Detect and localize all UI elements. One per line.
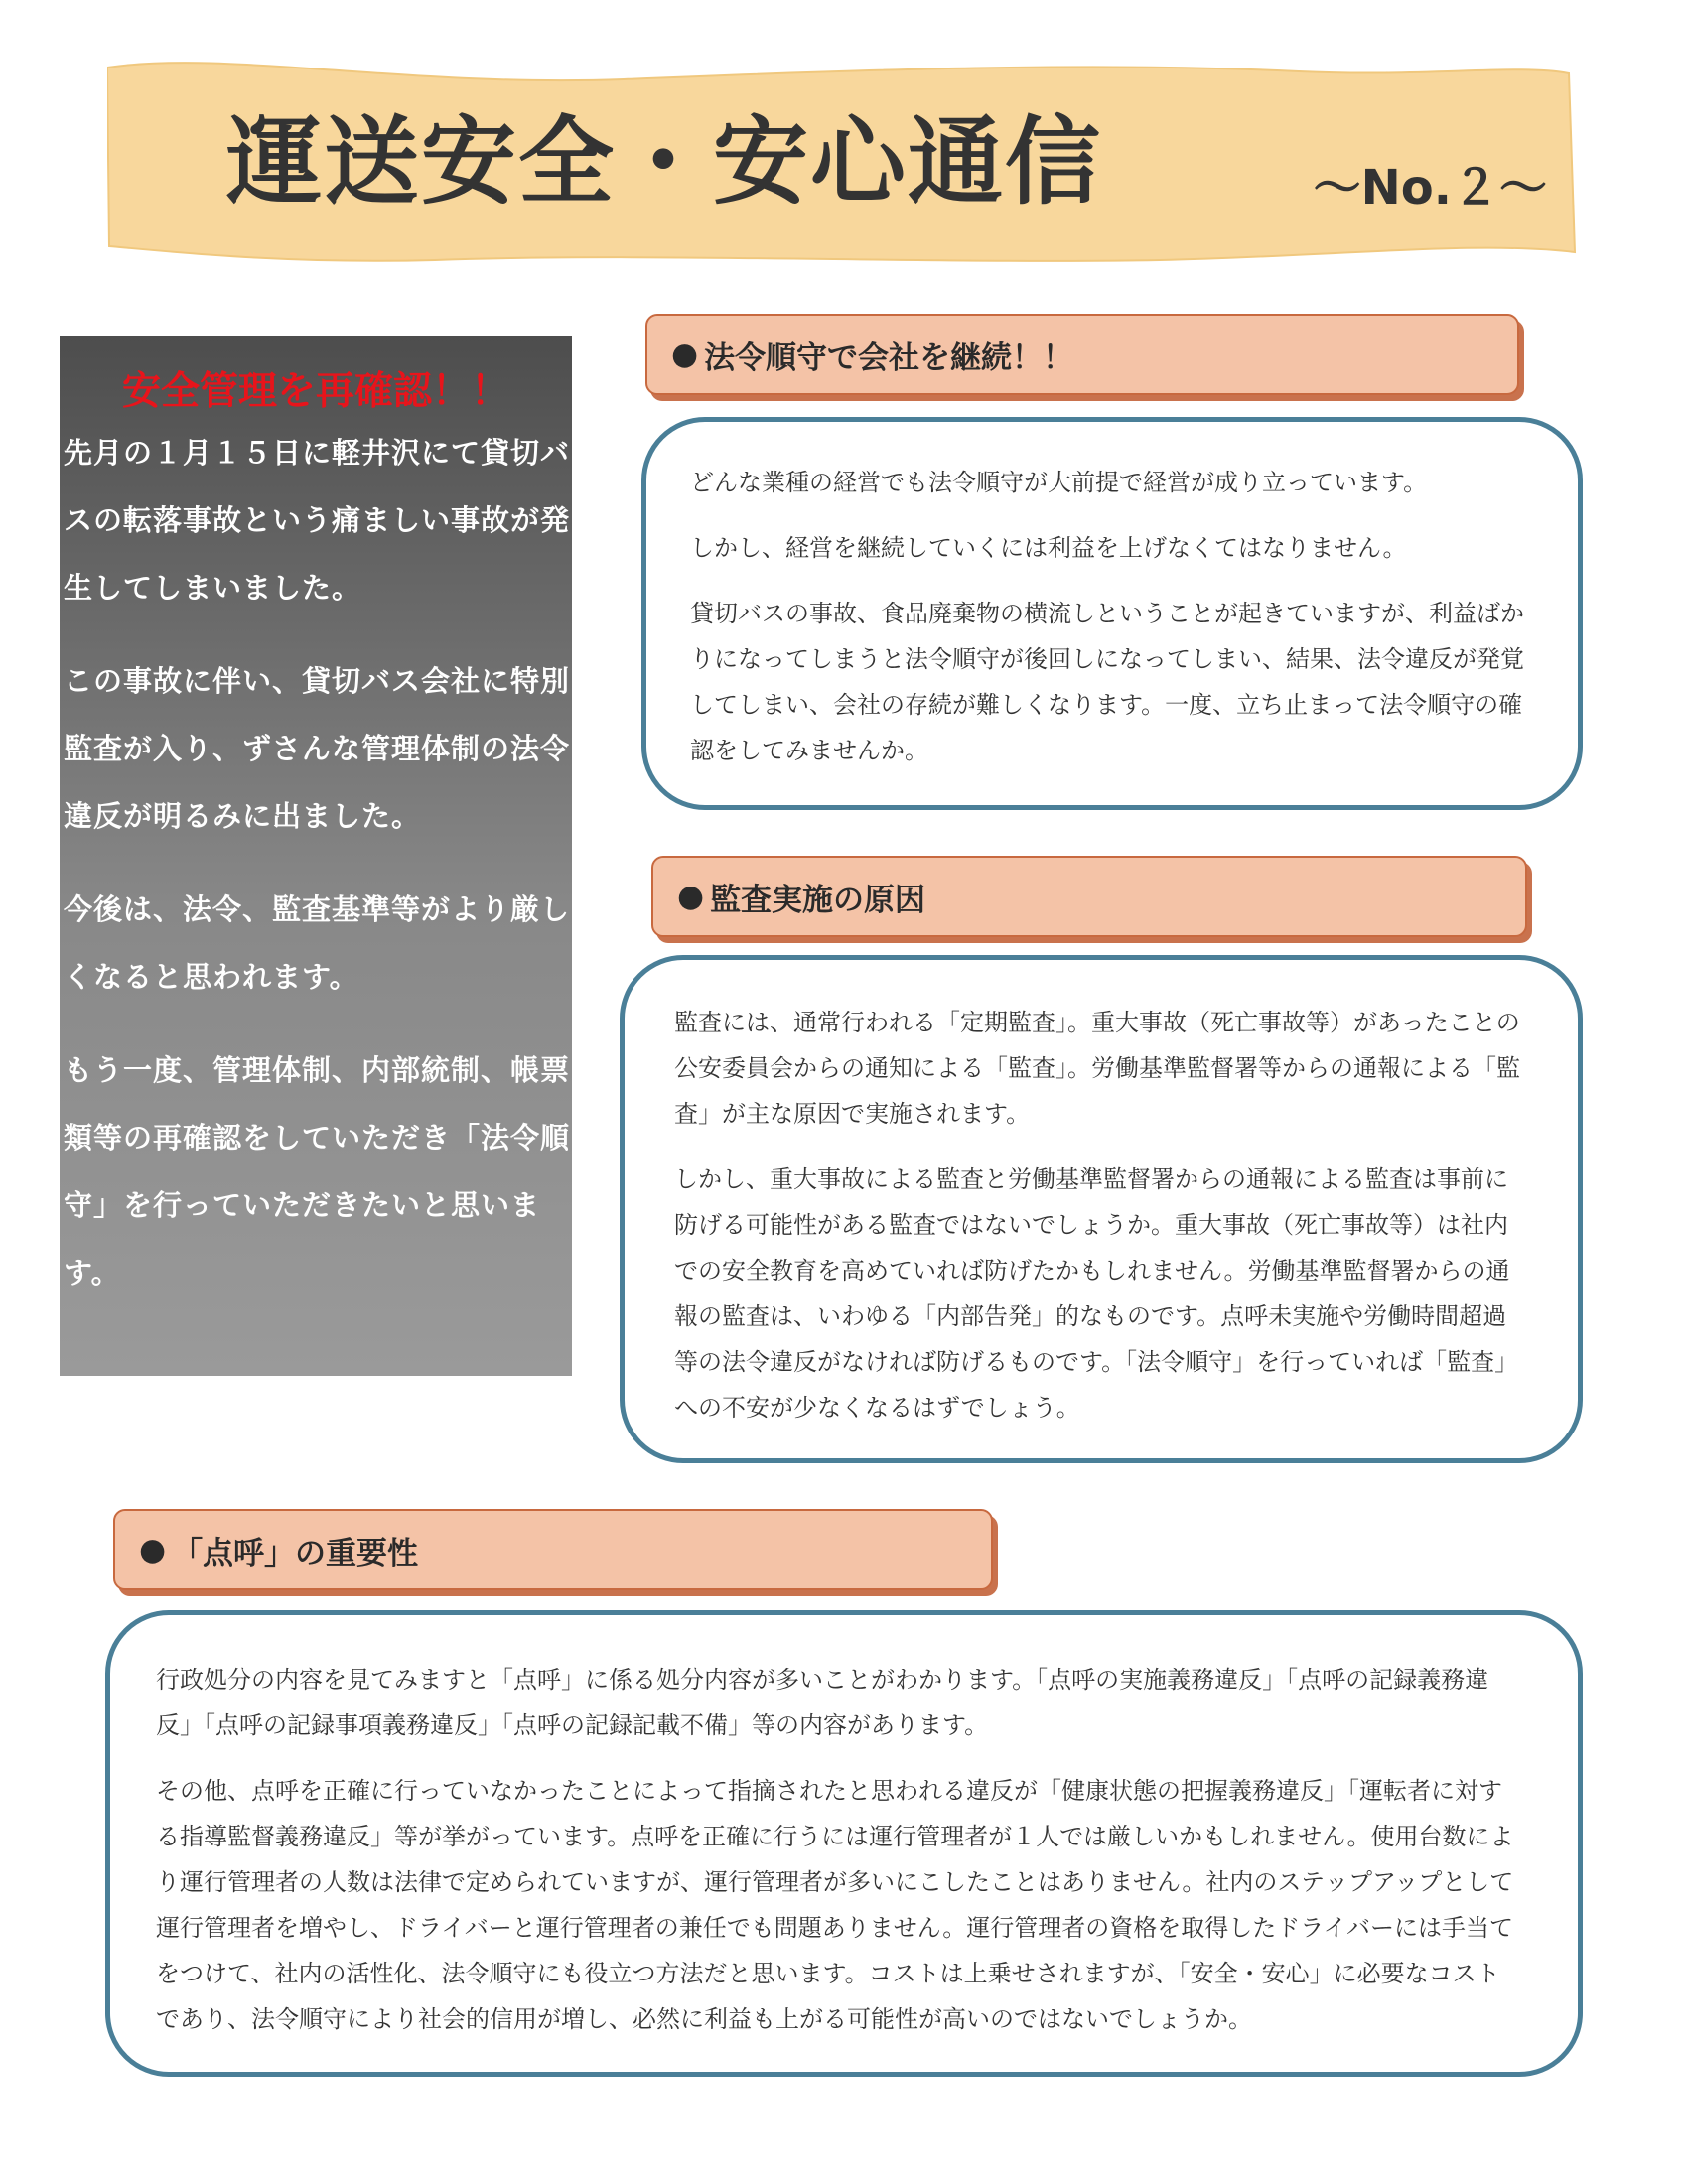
content-paragraph: しかし、重大事故による監査と労働基準監督署からの通報による監査は事前に防げる可能性がある監査ではないでしょうか。重大事故（死亡事故等）は社内での安全教育を高めていれば防げたかもしれません。労働基準監督署からの通報の監査は、いわゆる「内部告発」的なものです。点呼未実施や労働時間超過等の法令違反がなければ防げるものです。「法令順守」を行っていれば「監査」への不安が少なくなるはずでしょう。 — [674, 1165, 1519, 1422]
sidebar-heading: 安全管理を再確認！！ — [121, 369, 509, 414]
section-title: 監査実施の原因 — [710, 882, 926, 918]
sidebar-paragraph: この事故に伴い、貸切バス会社に特別監査が入り、ずさんな管理体制の法令違反が明るみに出ました。 — [64, 664, 571, 833]
sidebar-panel — [60, 336, 572, 1376]
content-box-roll-call — [105, 1610, 1583, 2077]
section-title: 「点呼」の重要性 — [172, 1535, 419, 1571]
section-label-compliance — [645, 314, 1519, 395]
content-box-compliance — [641, 417, 1583, 810]
bullet-icon: ● — [677, 879, 705, 914]
content-paragraph: どんな業種の経営でも法令順守が大前提で経営が成り立っています。 — [690, 469, 1428, 496]
bullet-icon: ● — [671, 337, 699, 372]
sidebar-paragraph: 今後は、法令、監査基準等がより厳しくなると思われます。 — [64, 892, 571, 994]
content-paragraph: 行政処分の内容を見てみますと「点呼」に係る処分内容が多いことがわかります。「点呼の実施義務違反」「点呼の記録義務違反」「点呼の記録事項義務違反」「点呼の記録記載不備」等の内容があります。 — [156, 1666, 1489, 1739]
sidebar-paragraph: 先月の１月１５日に軽井沢にて貸切バスの転落事故という痛ましい事故が発生してしまいました。 — [64, 436, 571, 605]
section-label-roll-call — [113, 1509, 993, 1590]
newsletter-title: 運送安全・安心通信 — [226, 106, 1102, 217]
bullet-icon: ● — [139, 1532, 167, 1568]
section-label-audit — [651, 856, 1527, 937]
header-banner — [107, 58, 1577, 266]
content-box-audit — [620, 955, 1583, 1463]
content-paragraph: その他、点呼を正確に行っていなかったことによって指摘されたと思われる違反が「健康状態の把握義務違反」「運転者に対する指導監督義務違反」等が挙がっています。点呼を正確に行うには運行管理者が１人では厳しいかもしれません。使用台数により運行管理者の人数は法律で定められていますが、運行管理者が多いにこしたことはありません。社内のステップアップとして運行管理者を増やし、ドライバーと運行管理者の兼任でも問題ありません。運行管理者の資格を取得したドライバーには手当てをつけて、社内の活性化、法令順守にも役立つ方法だと思います。コストは上乗せされますが、「安全・安心」に必要なコストであり、法令順守により社会的信用が増し、必然に利益も上がる可能性が高いのではないでしょうか。 — [156, 1777, 1514, 2033]
section-title: 法令順守で会社を継続！！ — [704, 340, 1074, 376]
sidebar-body — [60, 419, 572, 1306]
issue-number: ～No.２～ — [1313, 160, 1547, 215]
sidebar-paragraph: もう一度、管理体制、内部統制、帳票類等の再確認をしていただき「法令順守」を行っていただきたいと思います。 — [64, 1053, 571, 1290]
content-paragraph: しかし、経営を継続していくには利益を上げなくてはなりません。 — [690, 534, 1407, 562]
content-paragraph: 貸切バスの事故、食品廃棄物の横流しということが起きていますが、利益ばかりになってしまうと法令順守が後回しになってしまい、結果、法令違反が発覚してしまい、会社の存続が難しくなります。一度、立ち止まって法令順守の確認をしてみませんか。 — [690, 600, 1524, 764]
content-paragraph: 監査には、通常行われる「定期監査」。重大事故（死亡事故等）があったことの公安委員会からの通知による「監査」。労働基準監督署等からの通報による「監査」が主な原因で実施されます。 — [674, 1009, 1520, 1128]
